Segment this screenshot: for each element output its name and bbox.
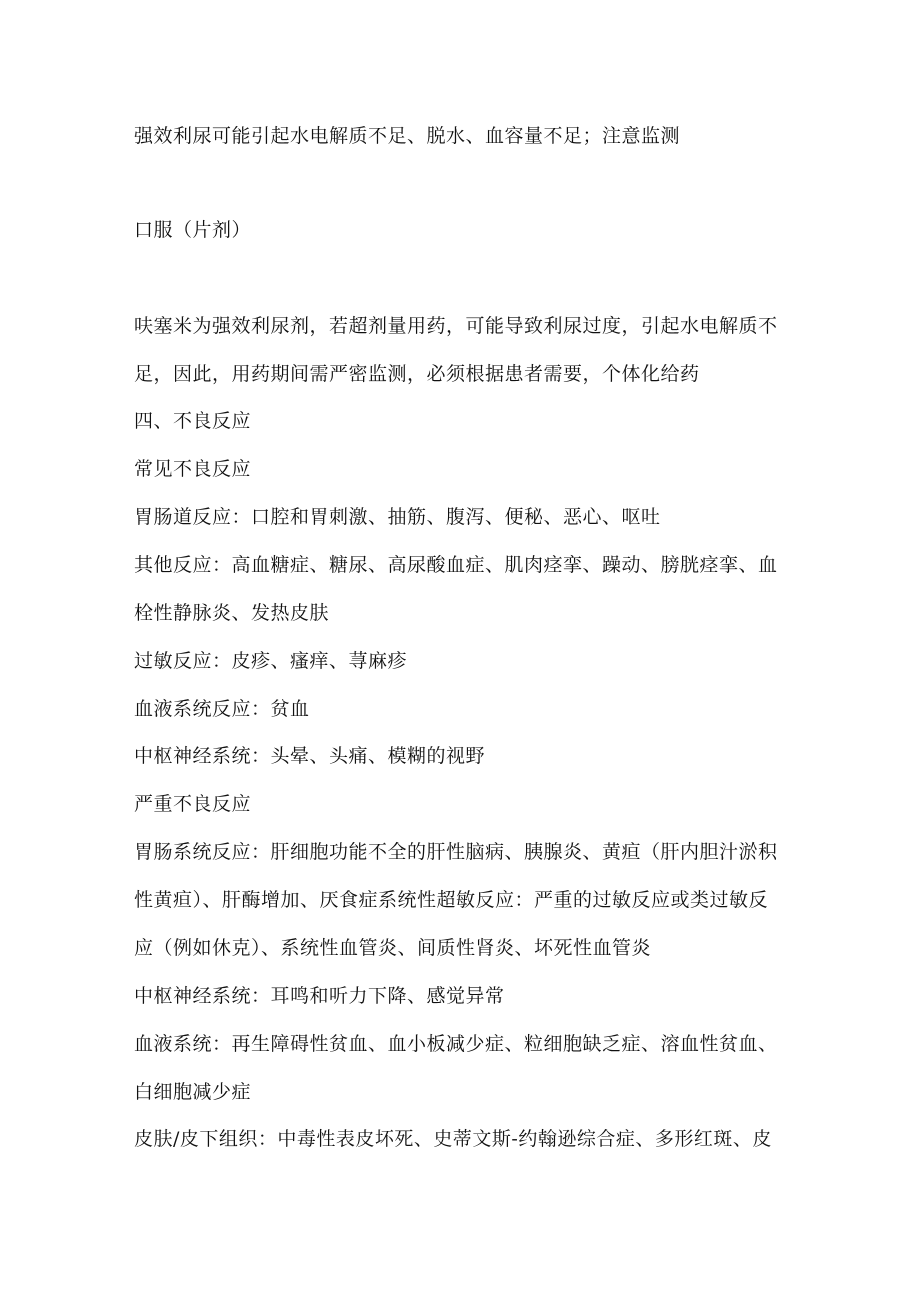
text-line: 性黄疸）、肝酶增加、厌食症系统性超敏反应：严重的过敏反应或类过敏反 bbox=[134, 889, 769, 911]
text-line: 过敏反应：皮疹、瘙痒、荨麻疹 bbox=[134, 650, 408, 672]
text-line: 强效利尿可能引起水电解质不足、脱水、血容量不足；注意监测 bbox=[134, 125, 681, 147]
text-line: 口服（片剂） bbox=[134, 219, 252, 241]
text-line: 呋塞米为强效利尿剂，若超剂量用药，可能导致利尿过度，引起水电解质不 bbox=[134, 315, 778, 337]
text-line: 皮肤/皮下组织：中毒性表皮坏死、史蒂文斯-约翰逊综合症、多形红斑、皮 bbox=[134, 1128, 772, 1150]
subsection-heading: 严重不良反应 bbox=[134, 793, 252, 815]
text-line: 足，因此，用药期间需严密监测，必须根据患者需要，个体化给药 bbox=[134, 363, 700, 385]
section-heading: 四、不良反应 bbox=[134, 410, 252, 432]
text-line: 中枢神经系统：耳鸣和听力下降、感觉异常 bbox=[134, 985, 505, 1007]
text-line: 胃肠道反应：口腔和胃刺激、抽筋、腹泻、便秘、恶心、呕吐 bbox=[134, 506, 661, 528]
text-line: 胃肠系统反应：肝细胞功能不全的肝性脑病、胰腺炎、黄疸（肝内胆汁淤积 bbox=[134, 841, 778, 863]
text-line: 白细胞减少症 bbox=[134, 1081, 252, 1103]
text-line: 中枢神经系统：头晕、头痛、模糊的视野 bbox=[134, 745, 486, 767]
text-line: 其他反应：高血糖症、糖尿、高尿酸血症、肌肉痉挛、躁动、膀胱痉挛、血 bbox=[134, 554, 778, 576]
text-line: 栓性静脉炎、发热皮肤 bbox=[134, 602, 330, 624]
text-line: 血液系统：再生障碍性贫血、血小板减少症、粒细胞缺乏症、溶血性贫血、 bbox=[134, 1033, 778, 1055]
subsection-heading: 常见不良反应 bbox=[134, 458, 252, 480]
text-line: 血液系统反应：贫血 bbox=[134, 698, 310, 720]
text-line: 应（例如休克）、系统性血管炎、间质性肾炎、坏死性血管炎 bbox=[134, 937, 652, 959]
